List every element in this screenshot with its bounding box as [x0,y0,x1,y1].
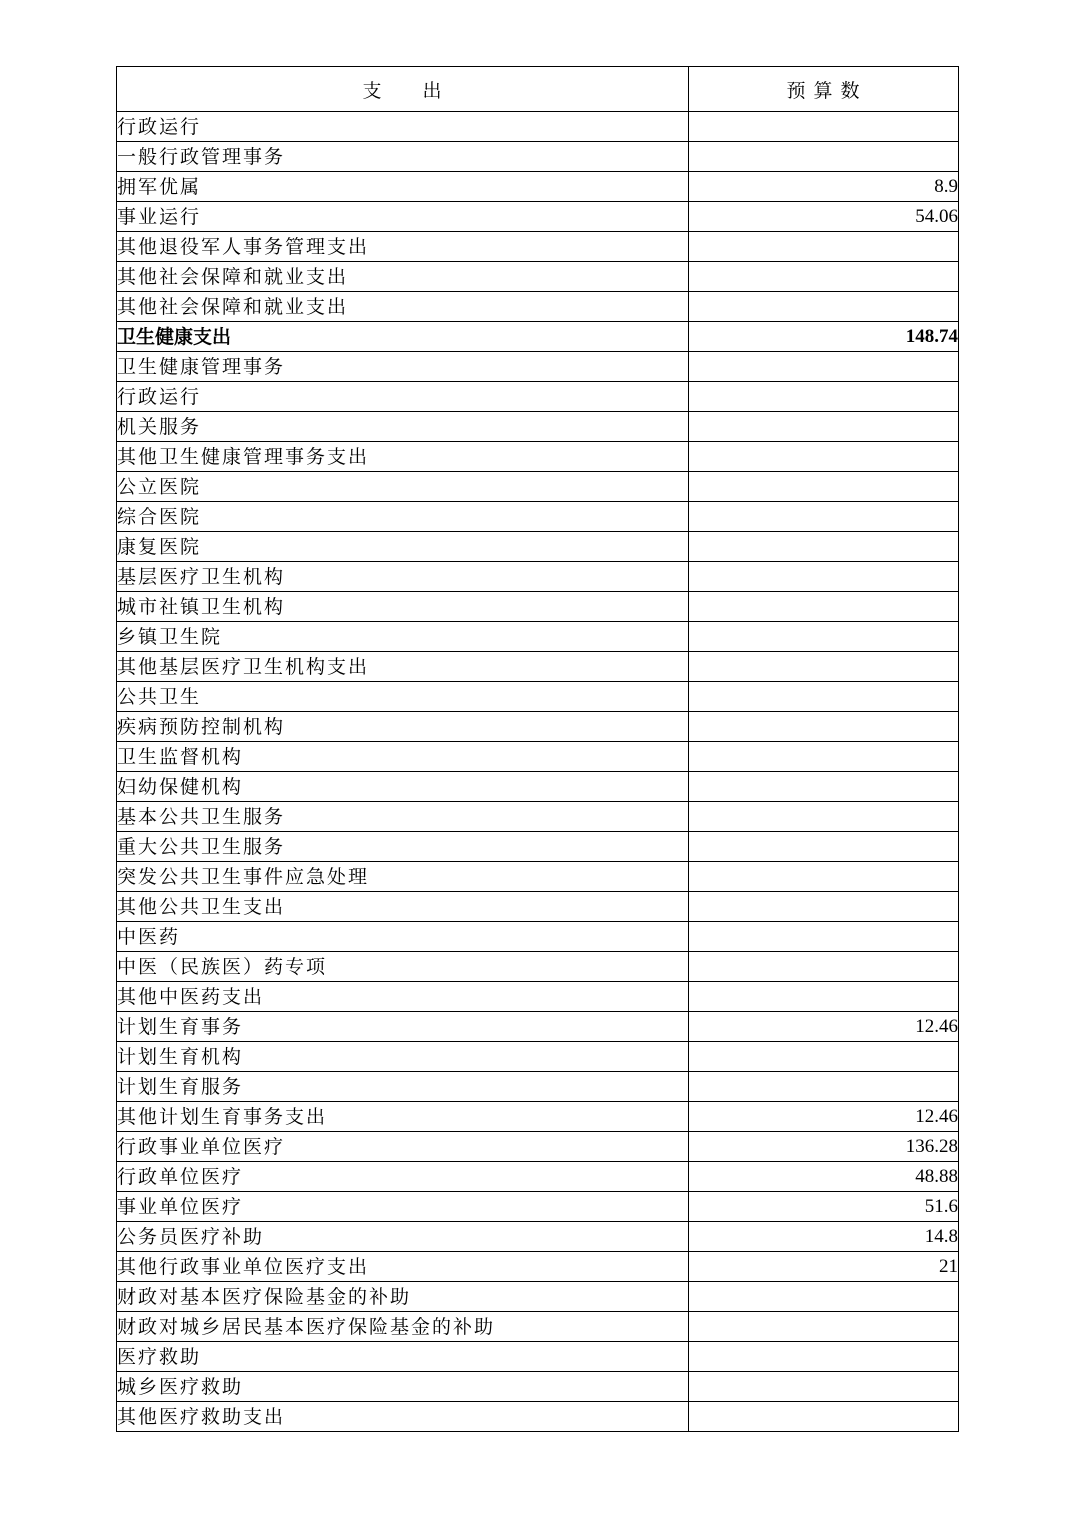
row-budget-value [689,142,959,172]
table-row [117,712,959,742]
table-row [117,592,959,622]
row-budget-value [689,862,959,892]
row-budget-value [689,802,959,832]
row-budget-value [689,1282,959,1312]
row-item-label: 乡镇卫生院 [117,622,689,652]
row-item-label: 其他卫生健康管理事务支出 [117,442,689,472]
table-row [117,1042,959,1072]
table-row [117,442,959,472]
row-item-label: 基层医疗卫生机构 [117,562,689,592]
row-budget-value: 12.46 [689,1012,959,1042]
row-item-label: 其他基层医疗卫生机构支出 [117,652,689,682]
table-row [117,802,959,832]
row-budget-value [689,1042,959,1072]
table-row [117,1342,959,1372]
row-item-label: 康复医院 [117,532,689,562]
row-item-label: 基本公共卫生服务 [117,802,689,832]
row-item-label: 中医药 [117,922,689,952]
row-budget-value [689,382,959,412]
row-item-label: 其他中医药支出 [117,982,689,1012]
row-budget-value [689,1072,959,1102]
table-row [117,772,959,802]
table-row [117,652,959,682]
table-row [117,682,959,712]
row-item-label: 其他医疗救助支出 [117,1402,689,1432]
row-item-label: 行政单位医疗 [117,1162,689,1192]
row-item-label: 其他社会保障和就业支出 [117,292,689,322]
row-item-label: 城乡医疗救助 [117,1372,689,1402]
row-item-label: 医疗救助 [117,1342,689,1372]
table-row [117,622,959,652]
row-item-label: 其他计划生育事务支出 [117,1102,689,1132]
table-row [117,532,959,562]
row-item-label: 公立医院 [117,472,689,502]
table-row [117,1402,959,1432]
row-item-label: 行政运行 [117,382,689,412]
row-item-label: 公共卫生 [117,682,689,712]
row-item-label: 计划生育事务 [117,1012,689,1042]
header-budget-amount: 预 算 数 [689,67,959,112]
table-row [117,322,959,352]
row-item-label: 行政运行 [117,112,689,142]
table-row [117,1072,959,1102]
row-budget-value [689,352,959,382]
table-row [117,1222,959,1252]
row-budget-value: 136.28 [689,1132,959,1162]
row-budget-value [689,892,959,922]
table-row [117,412,959,442]
table-row [117,832,959,862]
budget-table [116,66,959,1432]
row-budget-value: 14.8 [689,1222,959,1252]
row-budget-value: 48.88 [689,1162,959,1192]
table-row [117,1012,959,1042]
row-budget-value [689,712,959,742]
row-item-label: 财政对基本医疗保险基金的补助 [117,1282,689,1312]
row-budget-value [689,652,959,682]
table-row [117,1372,959,1402]
table-row [117,502,959,532]
row-item-label: 财政对城乡居民基本医疗保险基金的补助 [117,1312,689,1342]
row-budget-value [689,622,959,652]
table-row [117,742,959,772]
row-item-label: 公务员医疗补助 [117,1222,689,1252]
row-budget-value [689,472,959,502]
row-budget-value [689,982,959,1012]
row-budget-value [689,742,959,772]
row-item-label: 一般行政管理事务 [117,142,689,172]
table-row [117,232,959,262]
row-item-label: 事业单位医疗 [117,1192,689,1222]
table-row [117,1282,959,1312]
row-budget-value [689,922,959,952]
row-item-label: 城市社镇卫生机构 [117,592,689,622]
row-item-label: 疾病预防控制机构 [117,712,689,742]
table-body [117,112,959,1432]
row-item-label: 其他社会保障和就业支出 [117,262,689,292]
table-row [117,1252,959,1282]
row-item-label: 重大公共卫生服务 [117,832,689,862]
row-budget-value [689,772,959,802]
row-budget-value: 148.74 [689,322,959,352]
table-row [117,1312,959,1342]
row-budget-value [689,502,959,532]
table-row [117,1192,959,1222]
row-item-label: 卫生健康管理事务 [117,352,689,382]
row-budget-value [689,1312,959,1342]
row-budget-value: 51.6 [689,1192,959,1222]
table-row [117,922,959,952]
row-item-label: 其他公共卫生支出 [117,892,689,922]
row-item-label: 卫生监督机构 [117,742,689,772]
table-row [117,172,959,202]
row-budget-value [689,112,959,142]
row-budget-value [689,1342,959,1372]
row-item-label: 其他行政事业单位医疗支出 [117,1252,689,1282]
row-budget-value: 8.9 [689,172,959,202]
table-row [117,1102,959,1132]
table-row [117,982,959,1012]
row-item-label: 行政事业单位医疗 [117,1132,689,1162]
row-item-label: 突发公共卫生事件应急处理 [117,862,689,892]
row-budget-value [689,952,959,982]
row-item-label: 其他退役军人事务管理支出 [117,232,689,262]
row-budget-value: 21 [689,1252,959,1282]
row-budget-value [689,682,959,712]
table-row [117,562,959,592]
table-row [117,262,959,292]
row-item-label: 卫生健康支出 [117,322,689,352]
row-budget-value [689,412,959,442]
table-row [117,472,959,502]
header-expenditure: 支 出 [117,67,689,112]
table-row [117,892,959,922]
table-row [117,1132,959,1162]
row-item-label: 拥军优属 [117,172,689,202]
row-budget-value: 12.46 [689,1102,959,1132]
row-budget-value: 54.06 [689,202,959,232]
row-item-label: 事业运行 [117,202,689,232]
row-item-label: 机关服务 [117,412,689,442]
row-item-label: 妇幼保健机构 [117,772,689,802]
row-item-label: 计划生育机构 [117,1042,689,1072]
table-row [117,952,959,982]
row-budget-value [689,562,959,592]
table-row [117,1162,959,1192]
row-item-label: 综合医院 [117,502,689,532]
row-budget-value [689,832,959,862]
table-row [117,352,959,382]
row-budget-value [689,232,959,262]
table-row [117,382,959,412]
row-budget-value [689,292,959,322]
row-budget-value [689,1372,959,1402]
table-row [117,202,959,232]
table-header-row [117,67,959,112]
row-budget-value [689,442,959,472]
row-budget-value [689,532,959,562]
table-row [117,112,959,142]
row-budget-value [689,592,959,622]
row-item-label: 中医（民族医）药专项 [117,952,689,982]
row-budget-value [689,1402,959,1432]
table-row [117,292,959,322]
row-budget-value [689,262,959,292]
table-row [117,862,959,892]
table-row [117,142,959,172]
row-item-label: 计划生育服务 [117,1072,689,1102]
